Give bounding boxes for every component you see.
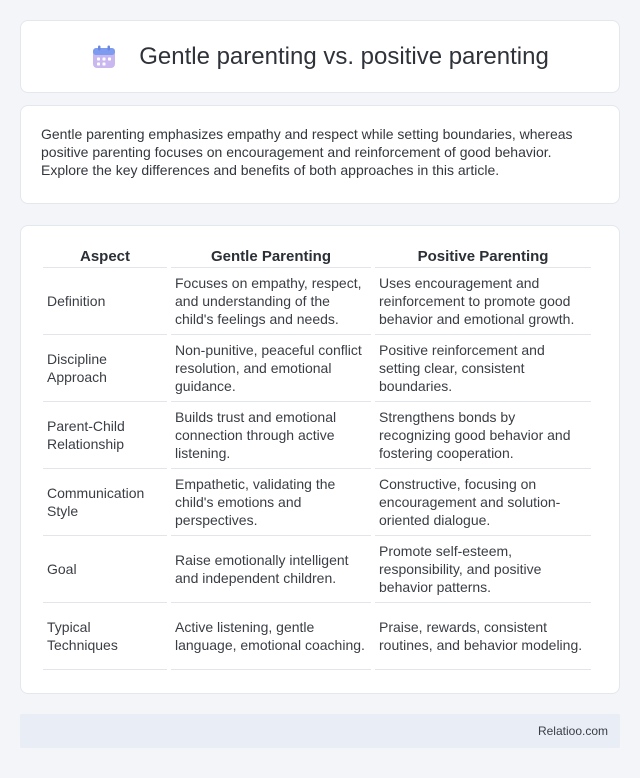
positive-cell: Praise, rewards, consistent routines, and behavior modeling. [375, 603, 591, 670]
table-row [43, 335, 591, 402]
aspect-cell: Discipline Approach [43, 335, 167, 402]
aspect-cell: Communication Style [43, 469, 167, 536]
table-row [43, 603, 591, 670]
gentle-cell: Active listening, gentle language, emotional coaching. [171, 603, 371, 670]
column-header-aspect: Aspect [43, 246, 167, 268]
positive-cell: Positive reinforcement and setting clear, consistent boundaries. [375, 335, 591, 402]
gentle-cell: Builds trust and emotional connection through active listening. [171, 402, 371, 469]
column-header-positive: Positive Parenting [375, 246, 591, 268]
comparison-table-card [20, 225, 620, 694]
footer-bar [20, 714, 620, 748]
table-row [43, 536, 591, 603]
gentle-cell: Non-punitive, peaceful conflict resolution, and emotional guidance. [171, 335, 371, 402]
aspect-cell: Definition [43, 268, 167, 335]
intro-card [20, 105, 620, 204]
positive-cell: Promote self-esteem, responsibility, and positive behavior patterns. [375, 536, 591, 603]
gentle-cell: Empathetic, validating the child's emotions and perspectives. [171, 469, 371, 536]
positive-cell: Constructive, focusing on encouragement and solution-oriented dialogue. [375, 469, 591, 536]
positive-cell: Uses encouragement and reinforcement to promote good behavior and emotional growth. [375, 268, 591, 335]
table-header-row [43, 246, 591, 268]
title-card [20, 20, 620, 93]
intro-text: Gentle parenting emphasizes empathy and respect while setting boundaries, whereas positive parenting focuses on encouragement and reinforcement of good behavior. Explore the key differences and benefits of both approaches in this article. [41, 126, 573, 178]
calendar-icon [91, 44, 117, 70]
comparison-table [39, 246, 595, 670]
gentle-cell: Focuses on empathy, respect, and understanding of the child's feelings and needs. [171, 268, 371, 335]
column-header-gentle: Gentle Parenting [171, 246, 371, 268]
table-row [43, 402, 591, 469]
table-row [43, 268, 591, 335]
page-title: Gentle parenting vs. positive parenting [139, 42, 549, 70]
table-row [43, 469, 591, 536]
positive-cell: Strengthens bonds by recognizing good behavior and fostering cooperation. [375, 402, 591, 469]
aspect-cell: Parent-Child Relationship [43, 402, 167, 469]
aspect-cell: Goal [43, 536, 167, 603]
gentle-cell: Raise emotionally intelligent and independent children. [171, 536, 371, 603]
footer-brand[interactable]: Relatioo.com [537, 724, 608, 738]
aspect-cell: Typical Techniques [43, 603, 167, 670]
